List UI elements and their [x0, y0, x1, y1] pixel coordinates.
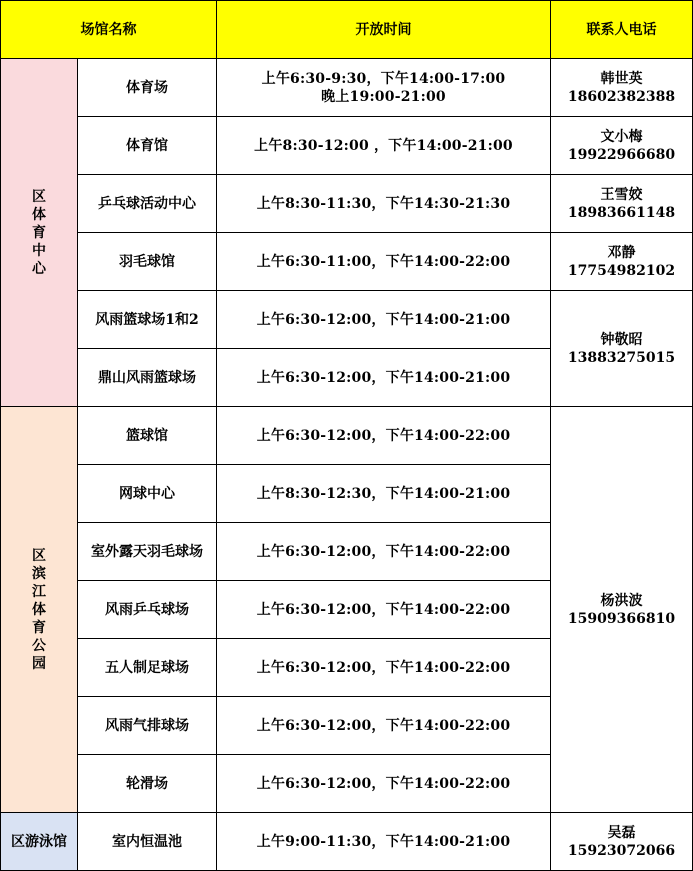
opening-hours: 上午6:30-12:00，下午14:00-22:00: [217, 697, 551, 755]
venue-name: 篮球馆: [78, 407, 217, 465]
table-row: [1, 233, 693, 291]
venue-name: 风雨乒乓球场: [78, 581, 217, 639]
venue-name: 乒乓球活动中心: [78, 175, 217, 233]
header-venue-name: 场馆名称: [1, 1, 217, 59]
opening-hours: 上午6:30-12:00，下午14:00-22:00: [217, 523, 551, 581]
hours-line: 上午6:30-9:30，下午14:00-17:00: [261, 70, 506, 87]
group-label: 区游泳馆: [11, 833, 67, 850]
group-label: 区体育中心: [31, 188, 46, 277]
venue-name: 鼎山风雨篮球场: [78, 349, 217, 407]
contact-phone: 15923072066: [567, 842, 676, 859]
opening-hours: 上午6:30-12:00，下午14:00-21:00: [217, 291, 551, 349]
contact-cell: [551, 117, 693, 175]
contact-phone: 17754982102: [567, 262, 676, 279]
opening-hours: 上午6:30-12:00，下午14:00-22:00: [217, 407, 551, 465]
table-row: [1, 59, 693, 117]
venue-name: 羽毛球馆: [78, 233, 217, 291]
venue-name: 室内恒温池: [78, 813, 217, 871]
opening-hours: 上午6:30-12:00，下午14:00-22:00: [217, 581, 551, 639]
hours-line-evening: 晚上19:00-21:00: [321, 88, 446, 105]
contact-cell: [551, 233, 693, 291]
opening-hours: 上午6:30-12:00，下午14:00-21:00: [217, 349, 551, 407]
contact-name: 杨洪波: [600, 592, 643, 609]
contact-name: 王雪姣: [600, 186, 643, 203]
venue-name: 体育馆: [78, 117, 217, 175]
opening-hours: 上午8:30-12:30，下午14:00-21:00: [217, 465, 551, 523]
contact-name: 吴磊: [607, 824, 636, 841]
table-row: [1, 291, 693, 349]
contact-cell: [551, 59, 693, 117]
contact-phone: 15909366810: [567, 610, 676, 627]
contact-phone: 18602382388: [567, 88, 676, 105]
opening-hours: [217, 59, 551, 117]
table-row: [1, 813, 693, 871]
venue-name: 风雨篮球场1和2: [78, 291, 217, 349]
header-contact: 联系人电话: [551, 1, 693, 59]
contact-cell: [551, 813, 693, 871]
contact-phone: 19922966680: [567, 146, 676, 163]
venue-name: 风雨气排球场: [78, 697, 217, 755]
contact-cell: [551, 175, 693, 233]
contact-name: 钟敬昭: [600, 331, 643, 348]
contact-name: 文小梅: [600, 128, 643, 145]
venue-name: 室外露天羽毛球场: [78, 523, 217, 581]
venue-name: 网球中心: [78, 465, 217, 523]
opening-hours: 上午8:30-11:30，下午14:30-21:30: [217, 175, 551, 233]
venue-name: 轮滑场: [78, 755, 217, 813]
venue-name: 体育场: [78, 59, 217, 117]
contact-cell: [551, 291, 693, 407]
group-sports-center: [1, 59, 78, 407]
opening-hours: 上午6:30-11:00，下午14:00-22:00: [217, 233, 551, 291]
opening-hours: 上午6:30-12:00，下午14:00-22:00: [217, 755, 551, 813]
opening-hours: 上午6:30-12:00，下午14:00-22:00: [217, 639, 551, 697]
header-hours: 开放时间: [217, 1, 551, 59]
table-row: [1, 117, 693, 175]
table-header-row: [1, 1, 693, 59]
opening-hours: 上午9:00-11:30，下午14:00-21:00: [217, 813, 551, 871]
table-row: [1, 407, 693, 465]
venue-name: 五人制足球场: [78, 639, 217, 697]
table-row: [1, 175, 693, 233]
contact-phone: 13883275015: [567, 349, 676, 366]
opening-hours: 上午8:30-12:00 ，下午14:00-21:00: [217, 117, 551, 175]
contact-name: 邓静: [607, 244, 636, 261]
group-swimming-hall: [1, 813, 78, 871]
contact-phone: 18983661148: [567, 204, 676, 221]
group-label: 区滨江体育公园: [31, 547, 46, 672]
contact-name: 韩世英: [600, 70, 643, 87]
contact-cell: [551, 407, 693, 813]
group-binjiang-park: [1, 407, 78, 813]
